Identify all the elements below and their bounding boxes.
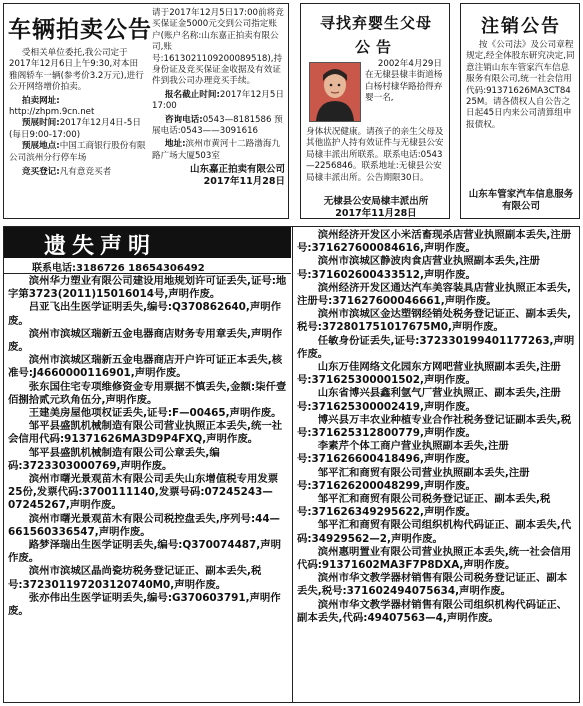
lost-contact: 联系电话:3186726 18654306492 [4,258,291,274]
auction-deadline: 2017年12月5日17:00 [152,89,284,112]
lost-item: 邹平县盛凯机械制造有限公司营业执照正本丢失,统一社会信用代码:91371626MA3D9P4FXQ,声明作废。 [8,420,283,446]
lost-item: 滨州市滨城区金达塑钢经销处税务登记证正、副本丢失,税号:372801751017675M0,声明作废。 [297,308,572,334]
auction-title: 车辆拍卖公告 [8,17,152,43]
column-divider [292,227,293,703]
auction-register-label: 竞买登记: [21,167,60,178]
lost-item: 邹平汇和商贸有限公司组织机构代码证正、副本丢失,代码:34929562—2,声明作废。 [297,519,572,545]
lost-item: 邹平汇和商贸有限公司营业执照副本丢失,注册号:371626200048299,声明作废。 [297,466,530,492]
auction-left-column [9,48,146,178]
auction-deadline-label: 报名截止时间: [164,89,220,100]
lost-statement [3,226,580,703]
lost-item: 滨州市滨城区瑞新五金电器商店财务专用章丢失,声明作废。 [8,327,283,354]
lost-item: 滨州华力塑业有限公司建设用地规划许可证丢失,证号:地字第3723(2011)15016014号,声明作废。 [8,275,287,301]
lost-item: 路梦泽瑞出生医学证明丢失,编号:Q370074487,声明作废。 [8,539,281,565]
auction-phone-label: 咨询电话: [164,114,203,125]
lost-item: 山东省博兴县鑫利氩气厂营业执照正、副本丢失,注册号:371625300002419,声明作废。 [297,387,561,413]
lost-item: 李素芹个体工商户营业执照副本丢失,注册号:371626600418496,声明作废。 [297,440,509,466]
auction-preview-time: 2017年12月4日-5日(每日9:00-17:00) [9,118,141,140]
auction-register: 凡有意竞买者 [59,167,112,178]
auction-website-label: 拍卖网址: [21,95,60,106]
search-signer: 无棣县公安局棣丰派出所 [323,196,429,207]
auction-address-label: 地址: [164,139,186,150]
lost-item: 滨州市华文教学器材销售有限公司税务登记证正、副本丢失,税号:371602494075634,声明作废。 [297,572,568,598]
lost-item: 邹平县盛凯机械制造有限公司公章丢失,编码:3723303000769,声明作废。 [8,446,220,472]
lost-item: 滨州市曙光景观苗木有限公司税控盘丢失,序列号:44—661560336547,声明作废。 [8,512,280,538]
auction-date: 2017年11月28日 [203,175,285,187]
cancel-signer: 山东车管家汽车信息服务有限公司 [468,189,574,212]
auction-notice [3,3,289,219]
lost-item: 滨州市华文教学器材销售有限公司组织机构代码证正、副本丢失,代码:49407563—4,声明作废。 [297,598,568,624]
lost-item: 滨州经济开发区小米活畜现杀店营业执照副本丢失,注册号:371627600084616,声明作废。 [297,229,572,255]
lost-item: 山东万佳网络文化园东方网吧营业执照副本丢失,注册号:371625300001502,声明作废。 [297,361,561,387]
lost-item: 滨州经济开发区通达汽车美容装具店营业执照正本丢失,注册号:371627600046661,声明作废。 [297,281,572,308]
search-notice [300,3,450,219]
lost-item: 任敏身份证丢失,证号:372330199401177263,声明作废。 [297,334,575,360]
lost-item: 滨州市曙光景观苗木有限公司丢失山东增值税专用发票25份,发票代码:3700111140,发票号码:07245243—07245267,声明作废。 [8,473,279,512]
cancel-body: 按《公司法》及公司章程规定,经全体股东研究决定,同意注销山东车管家汽车信息服务有限公司,统一社会信用代码:91371626MA3CT84 25M。请各债权人自公告之日起45日内来公司清算组申报债权。 [466,40,575,130]
auction-preview-place-label: 预展地点: [21,141,60,152]
search-date: 2017年11月28日 [335,208,417,219]
auction-phone: 0543—8181586 预展电话:0543——3091616 [152,114,283,137]
lost-item: 博兴县万丰农业种植专业合作社税务登记证副本丢失,税号:371625312800779,声明作废。 [297,413,572,440]
search-title-line2: 公告 [354,38,397,56]
lost-left-column [8,275,288,618]
lost-item: 滨州市滨城区晶尚瓷坊税务登记证正、副本丢失,税号:372301197203120740M0,声明作废。 [8,565,262,591]
auction-deposit-text: 请于2017年12月5日17:00前将竞买保证金5000元交到公司指定账户(账户名称:山东嘉正拍卖有限公司,账号:1613021109200089518),持身份证及竞买保证金收据及有效证件到我公司办理竞买手续。 [152,8,284,87]
cancel-notice [460,3,580,219]
lost-right-column [297,229,576,625]
lost-header [4,227,291,274]
lost-item: 张东国住宅专项维修资金专用票据不慎丢失,金额:柒仟壹佰捌拾贰元玖角伍分,声明作废。 [8,380,287,406]
lost-item: 滨州市滨城区静波肉食店营业执照副本丢失,注册号:371602600433512,声明作废。 [297,255,540,281]
search-title-line1: 寻找弃婴生父母 [319,14,432,32]
auction-preview-time-label: 预展时间: [21,118,60,129]
search-body-right: 2002年4月29日在无棣县棣丰街道杨白杨村棣华路拾得弃婴一名, [365,59,443,104]
auction-preview-place: 中国工商银行股份有限公司滨州分行停车场 [9,141,146,163]
infant-photo [309,62,361,122]
lost-title: 遗失声明 [4,227,291,258]
auction-signer: 山东嘉正拍卖有限公司 [189,164,285,176]
auction-address: 滨州市黄河十二路渤海九路广场大厦503室 [152,139,281,161]
search-body: 身体状况健康。请孩子的亲生父母及其他监护人持有效证件与无棣县公安局棣丰派出所联系。联系电话:0543—2256846。联系地址:无棣县公安局棣丰派出所。公告期限30日。 [306,127,444,183]
cancel-title: 注销公告 [481,16,561,37]
auction-website-link[interactable]: http://zhpm.9cn.net [9,107,95,118]
lost-item: 张亦伟出生医学证明丢失,编号:G370603791,声明作废。 [8,591,281,618]
lost-item: 王建美房屋他项权证丢失,证号:F—00465,声明作废。 [28,407,282,420]
auction-intro: 受相关单位委托,我公司定于2017年12月6日上午9:30,对本田雅阁轿车一辆(参考价3.2万元),进行公开网络增价拍卖。 [9,48,144,93]
lost-item: 吕亚飞出生医学证明丢失,编号:Q370862640,声明作废。 [8,301,281,327]
infant-photo-image [310,63,360,121]
lost-item: 邹平汇和商贸有限公司税务登记证正、副本丢失,税号:371626349295622,声明作废。 [297,493,551,519]
lost-item: 滨州惠明置业有限公司营业执照正本丢失,统一社会信用代码:91371602MA3F7P8DXA,声明作废。 [297,545,572,572]
lost-item: 滨州市滨城区瑞新五金电器商店开户许可证正本丢失,核准号:J4660000116901,声明作废。 [8,354,283,380]
auction-right-column [152,8,285,187]
